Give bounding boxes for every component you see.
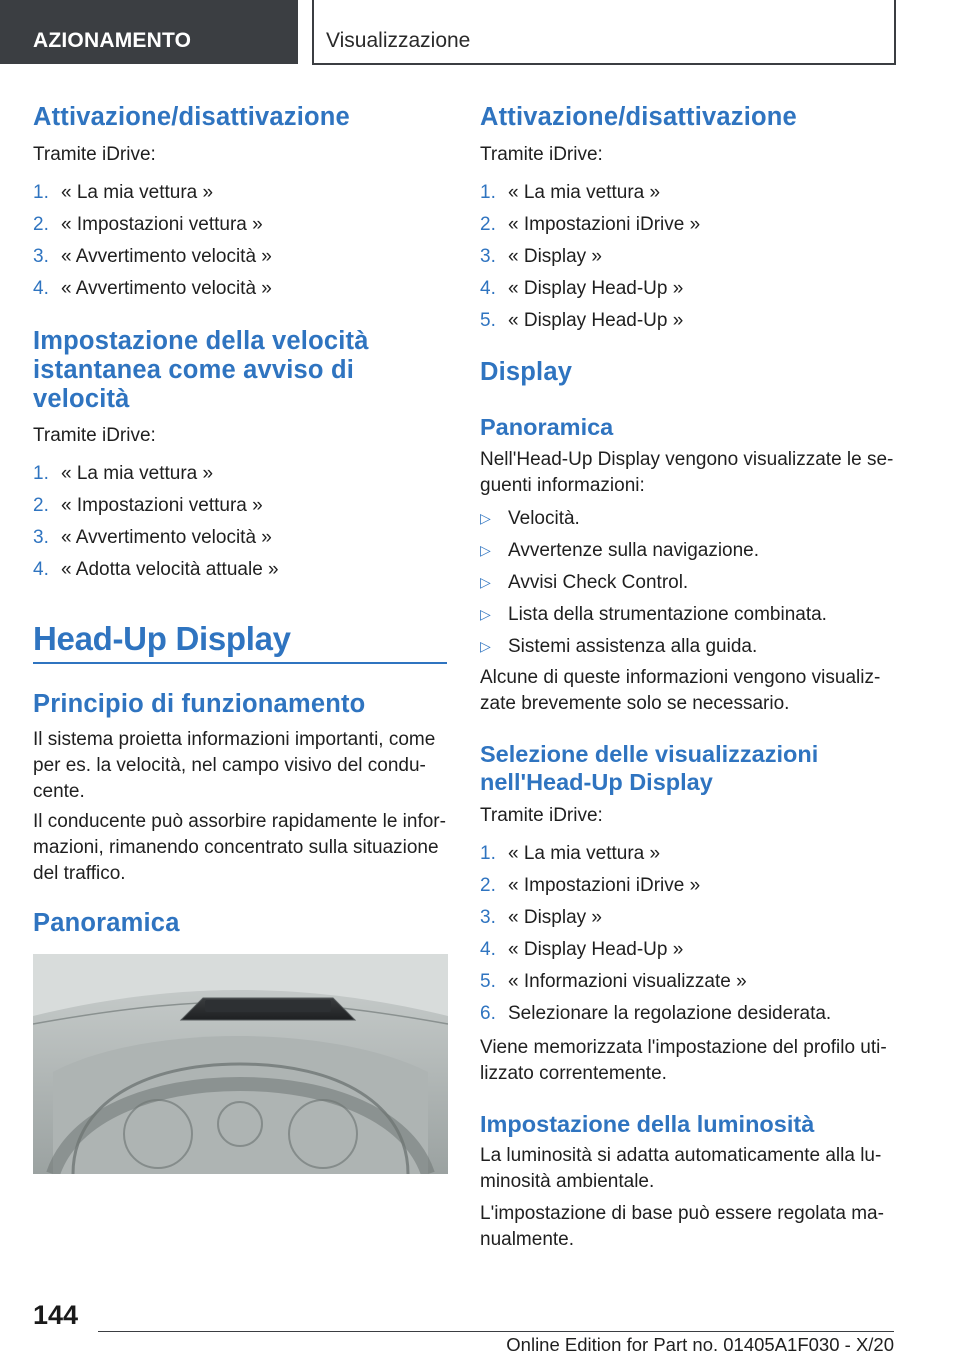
list-item: 3. « Avvertimento velocità » bbox=[33, 527, 272, 548]
list-item: 3. « Display » bbox=[480, 246, 602, 267]
list-item: 5. « Display Head-Up » bbox=[480, 310, 684, 331]
tramite-idrive-text: Tramite iDrive: bbox=[33, 144, 156, 165]
heading-display: Display bbox=[480, 358, 573, 386]
luminosita-paragraph-2: L'impostazione di base può essere regolata ma- nualmente. bbox=[480, 1203, 884, 1250]
header-topic-title: Visualizzazione bbox=[312, 0, 896, 65]
triangle-bullet-icon: ▷ bbox=[480, 638, 491, 654]
tramite-idrive-text: Tramite iDrive: bbox=[480, 144, 603, 165]
list-item: 4. « Display Head-Up » bbox=[480, 278, 684, 299]
footer-rule bbox=[98, 1331, 894, 1332]
footer-edition-text: Online Edition for Part no. 01405A1F030 - X/20 bbox=[506, 1334, 894, 1355]
list-item: 2. « Impostazioni vettura » bbox=[33, 495, 263, 516]
triangle-bullet-icon: ▷ bbox=[480, 510, 491, 526]
list-item: 2. « Impostazioni vettura » bbox=[33, 214, 263, 235]
triangle-bullet-icon: ▷ bbox=[480, 574, 491, 590]
list-item: 4. « Avvertimento velocità » bbox=[33, 278, 272, 299]
page-number: 144 bbox=[33, 1300, 79, 1330]
triangle-bullet-icon: ▷ bbox=[480, 606, 491, 622]
heading-panoramica-left: Panoramica bbox=[33, 909, 180, 937]
bullet-item: ▷ Avvisi Check Control. bbox=[480, 569, 688, 596]
list-item: 1. « La mia vettura » bbox=[33, 463, 214, 484]
heading-head-up-display: Head-Up Display bbox=[33, 620, 291, 657]
bullet-item: ▷ Lista della strumentazione combinata. bbox=[480, 601, 827, 628]
bullet-item: ▷ Sistemi assistenza alla guida. bbox=[480, 633, 757, 660]
list-item: 2. « Impostazioni iDrive » bbox=[480, 875, 701, 896]
bullet-item: ▷ Avvertenze sulla navigazione. bbox=[480, 537, 759, 564]
section-rule bbox=[33, 662, 447, 664]
list-item: 1. « La mia vettura » bbox=[480, 182, 661, 203]
head-up-display-illustration bbox=[33, 954, 448, 1174]
panoramica-paragraph: Nell'Head-Up Display vengono visualizzate le se- guenti informazioni: bbox=[480, 449, 894, 496]
list-item: 4. « Adotta velocità attuale » bbox=[33, 559, 279, 580]
heading-principio: Principio di funzionamento bbox=[33, 690, 366, 718]
luminosita-paragraph-1: La luminosità si adatta automaticamente alla lu- minosità ambientale. bbox=[480, 1145, 882, 1192]
alcune-paragraph: Alcune di queste informazioni vengono visualiz- zate brevemente solo se necessario. bbox=[480, 667, 881, 714]
bullet-item: ▷ Velocità. bbox=[480, 505, 580, 532]
heading-luminosita: Impostazione della luminosità bbox=[480, 1111, 815, 1137]
list-item: 4. « Display Head-Up » bbox=[480, 939, 684, 960]
list-item: 3. « Avvertimento velocità » bbox=[33, 246, 272, 267]
header-section-title: AZIONAMENTO bbox=[0, 0, 298, 64]
heading-attivazione-left: Attivazione/disattivazione bbox=[33, 103, 350, 131]
heading-attivazione-right: Attivazione/disattivazione bbox=[480, 103, 797, 131]
list-item: 6. Selezionare la regolazione desiderata. bbox=[480, 1003, 832, 1024]
heading-panoramica-right: Panoramica bbox=[480, 414, 614, 440]
dashboard-illustration-icon bbox=[33, 954, 448, 1174]
list-item: 1. « La mia vettura » bbox=[33, 182, 214, 203]
list-item: 3. « Display » bbox=[480, 907, 602, 928]
list-item: 2. « Impostazioni iDrive » bbox=[480, 214, 701, 235]
viene-paragraph: Viene memorizzata l'impostazione del profilo uti- lizzato correntemente. bbox=[480, 1037, 887, 1084]
principio-paragraph-1: Il sistema proietta informazioni importanti, come per es. la velocità, nel campo visivo del condu- cente. bbox=[33, 729, 436, 802]
heading-impostazione-velocita: Impostazione della velocità istantanea come avviso di velocità bbox=[33, 327, 369, 413]
list-item: 5. « Informazioni visualizzate » bbox=[480, 971, 747, 992]
tramite-idrive-text: Tramite iDrive: bbox=[33, 425, 156, 446]
list-item: 1. « La mia vettura » bbox=[480, 843, 661, 864]
triangle-bullet-icon: ▷ bbox=[480, 542, 491, 558]
heading-selezione: Selezione delle visualizzazioni nell'Head-Up Display bbox=[480, 741, 819, 795]
tramite-idrive-text: Tramite iDrive: bbox=[480, 805, 603, 826]
principio-paragraph-2: Il conducente può assorbire rapidamente le infor- mazioni, rimanendo concentrato sulla situazione del traffico. bbox=[33, 811, 446, 884]
